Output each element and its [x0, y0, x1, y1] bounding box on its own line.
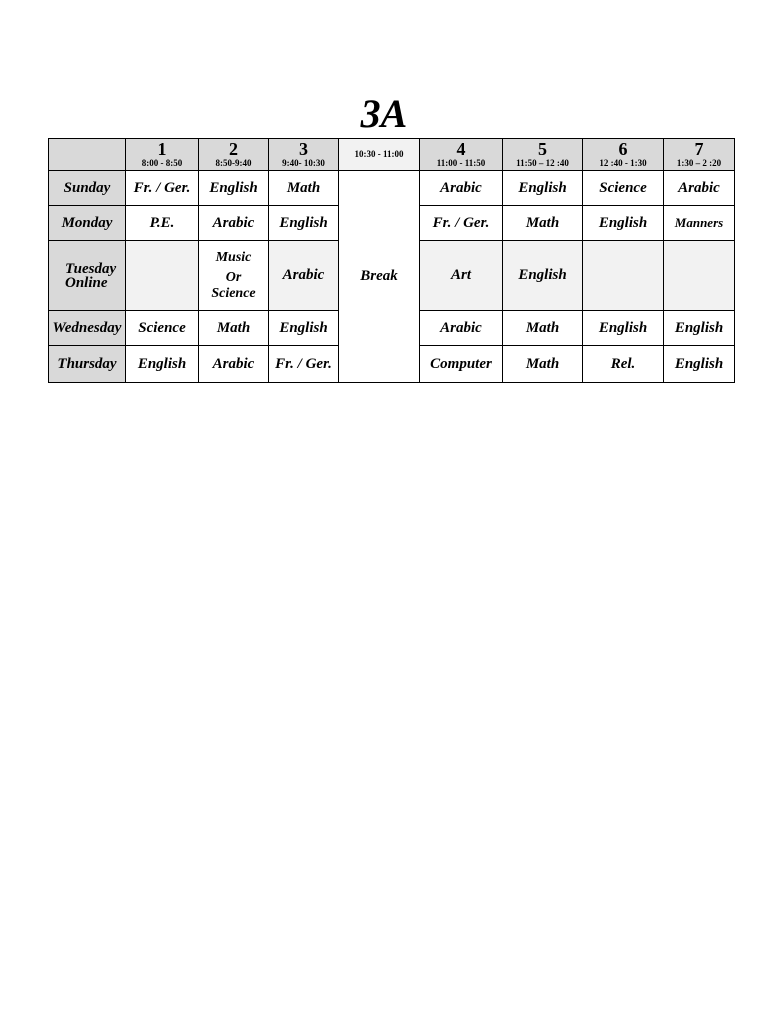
- lesson-cell: English: [583, 206, 664, 241]
- period-header: [126, 139, 199, 171]
- lesson-cell-empty: [664, 241, 735, 311]
- period-number: 1: [157, 139, 167, 159]
- lesson-cell: P.E.: [126, 206, 199, 241]
- lesson-line: Or: [225, 269, 242, 285]
- lesson-cell: Art: [420, 241, 503, 311]
- lesson-cell: English: [199, 171, 269, 206]
- lesson-line: Music: [215, 249, 252, 265]
- period-time: 8:50-9:40: [215, 158, 252, 168]
- lesson-cell: Computer: [420, 346, 503, 383]
- period-time: 9:40- 10:30: [282, 158, 325, 168]
- lesson-cell: English: [664, 346, 735, 383]
- break-period-header: [339, 139, 420, 171]
- lesson-cell: [199, 241, 269, 311]
- row-sunday: [49, 171, 735, 206]
- lesson-cell: English: [269, 206, 339, 241]
- lesson-cell: Math: [199, 311, 269, 346]
- lesson-cell: Arabic: [199, 346, 269, 383]
- lesson-cell: Math: [503, 206, 583, 241]
- period-number: 5: [538, 139, 547, 159]
- period-time: 8:00 - 8:50: [141, 158, 183, 168]
- period-header: [420, 139, 503, 171]
- lesson-cell: Arabic: [199, 206, 269, 241]
- period-header: [199, 139, 269, 171]
- lesson-cell: Science: [126, 311, 199, 346]
- header-corner: [49, 139, 126, 171]
- lesson-cell: English: [503, 171, 583, 206]
- period-time: 11:00 - 11:50: [436, 158, 486, 168]
- lesson-cell: English: [664, 311, 735, 346]
- page-title: 3A: [360, 91, 408, 136]
- period-time: 10:30 - 11:00: [354, 149, 404, 159]
- period-header: [664, 139, 735, 171]
- break-cell: Break: [339, 171, 420, 383]
- period-header: [583, 139, 664, 171]
- day-label: Thursday: [49, 346, 126, 383]
- day-label: Sunday: [49, 171, 126, 206]
- timetable: [48, 138, 735, 383]
- header-row: [49, 139, 735, 171]
- lesson-cell: Rel.: [583, 346, 664, 383]
- period-number: 7: [694, 139, 704, 159]
- lesson-cell: Math: [503, 346, 583, 383]
- lesson-cell: Arabic: [420, 171, 503, 206]
- period-time: 1:30 – 2 :20: [676, 158, 722, 168]
- period-number: 6: [618, 139, 628, 159]
- lesson-cell: English: [503, 241, 583, 311]
- period-time: 12 :40 - 1:30: [599, 158, 647, 168]
- lesson-cell: Math: [503, 311, 583, 346]
- period-number: 3: [299, 139, 308, 159]
- lesson-cell: Arabic: [664, 171, 735, 206]
- day-label: Monday: [49, 206, 126, 241]
- lesson-cell-empty: [583, 241, 664, 311]
- lesson-cell: Arabic: [269, 241, 339, 311]
- lesson-cell-empty: [126, 241, 199, 311]
- period-header: [269, 139, 339, 171]
- lesson-cell: English: [583, 311, 664, 346]
- day-label: [49, 241, 126, 311]
- lesson-cell: English: [126, 346, 199, 383]
- day-label-line: Tuesday: [65, 260, 117, 277]
- lesson-cell: English: [269, 311, 339, 346]
- day-label-line: Online: [65, 274, 108, 291]
- period-number: 4: [456, 139, 466, 159]
- lesson-cell: Manners: [664, 206, 735, 241]
- period-time: 11:50 – 12 :40: [516, 158, 569, 168]
- day-label: Wednesday: [49, 311, 126, 346]
- lesson-cell: Arabic: [420, 311, 503, 346]
- period-number: 2: [229, 139, 238, 159]
- lesson-cell: Fr. / Ger.: [420, 206, 503, 241]
- lesson-cell: Math: [269, 171, 339, 206]
- lesson-cell: Science: [583, 171, 664, 206]
- lesson-cell: Fr. / Ger.: [126, 171, 199, 206]
- period-header: [503, 139, 583, 171]
- lesson-line: Science: [211, 285, 256, 301]
- lesson-cell: Fr. / Ger.: [269, 346, 339, 383]
